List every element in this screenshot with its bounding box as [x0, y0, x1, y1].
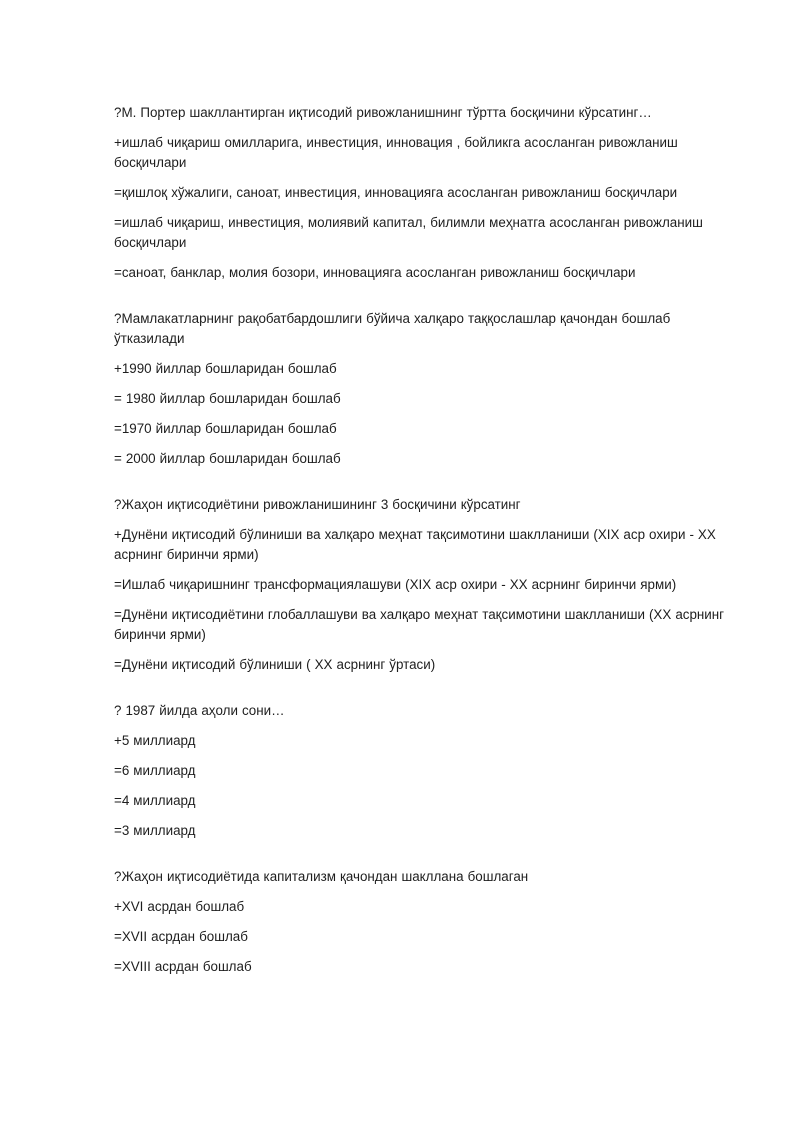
answer-option: = 2000 йиллар бошларидан бошлаб — [114, 451, 341, 466]
answer-option: =6 миллиард — [114, 763, 196, 778]
answer-option: =3 миллиард — [114, 823, 196, 838]
question-text: ?Жаҳон иқтисодиётида капитализм қачондан шакллана бошлаган — [114, 869, 529, 884]
question-text: ?Жаҳон иқтисодиётини ривожланишининг 3 босқичини кўрсатинг — [114, 497, 521, 512]
document-content — [114, 103, 744, 1003]
question-block-4 — [114, 701, 744, 841]
answer-option: =1970 йиллар бошларидан бошлаб — [114, 421, 337, 436]
answer-option: =қишлоқ хўжалиги, саноат, инвестиция, инновацияга асосланган ривожланиш босқичлари — [114, 185, 678, 200]
answer-option: +ишлаб чиқариш омилларига, инвестиция, инновация , бойликга асосланган ривожланиш босқичлари — [114, 135, 678, 170]
answer-option: +5 миллиард — [114, 733, 196, 748]
answer-option: =XVII асрдан бошлаб — [114, 929, 248, 944]
answer-option: +Дунёни иқтисодий бўлиниши ва халқаро меҳнат тақсимотини шаклланиши (XIX аср охири - XX асрнинг биринчи ярми) — [114, 527, 716, 562]
question-block-3 — [114, 495, 744, 675]
question-text: ?М. Портер шакллантирган иқтисодий ривожланишнинг тўртта босқичини кўрсатинг… — [114, 105, 652, 120]
answer-option: =Дунёни иқтисодиётини глобаллашуви ва халқаро меҳнат тақсимотини шаклланиши (XX асрнинг биринчи ярми) — [114, 607, 725, 642]
question-block-5 — [114, 867, 744, 977]
answer-option: =4 миллиард — [114, 793, 196, 808]
answer-option: =саноат, банклар, молия бозори, инновацияга асосланган ривожланиш босқичлари — [114, 265, 636, 280]
answer-option: =Дунёни иқтисодий бўлиниши ( XX асрнинг ўртаси) — [114, 657, 436, 672]
answer-option: +1990 йиллар бошларидан бошлаб — [114, 361, 337, 376]
question-text: ?Мамлакатларнинг рақобатбардошлиги бўйича халқаро таққослашлар қачондан бошлаб ўтказилади — [114, 311, 671, 346]
answer-option: =Ишлаб чиқаришнинг трансформациялашуви (XIX аср охири - XX асрнинг биринчи ярми) — [114, 577, 677, 592]
question-text: ? 1987 йилда аҳоли сони… — [114, 703, 285, 718]
question-block-1 — [114, 103, 744, 283]
answer-option: +XVI асрдан бошлаб — [114, 899, 245, 914]
answer-option: =XVIII асрдан бошлаб — [114, 959, 252, 974]
answer-option: =ишлаб чиқариш, инвестиция, молиявий капитал, билимли меҳнатга асосланган ривожланиш босқичлари — [114, 215, 703, 250]
question-block-2 — [114, 309, 744, 469]
answer-option: = 1980 йиллар бошларидан бошлаб — [114, 391, 341, 406]
